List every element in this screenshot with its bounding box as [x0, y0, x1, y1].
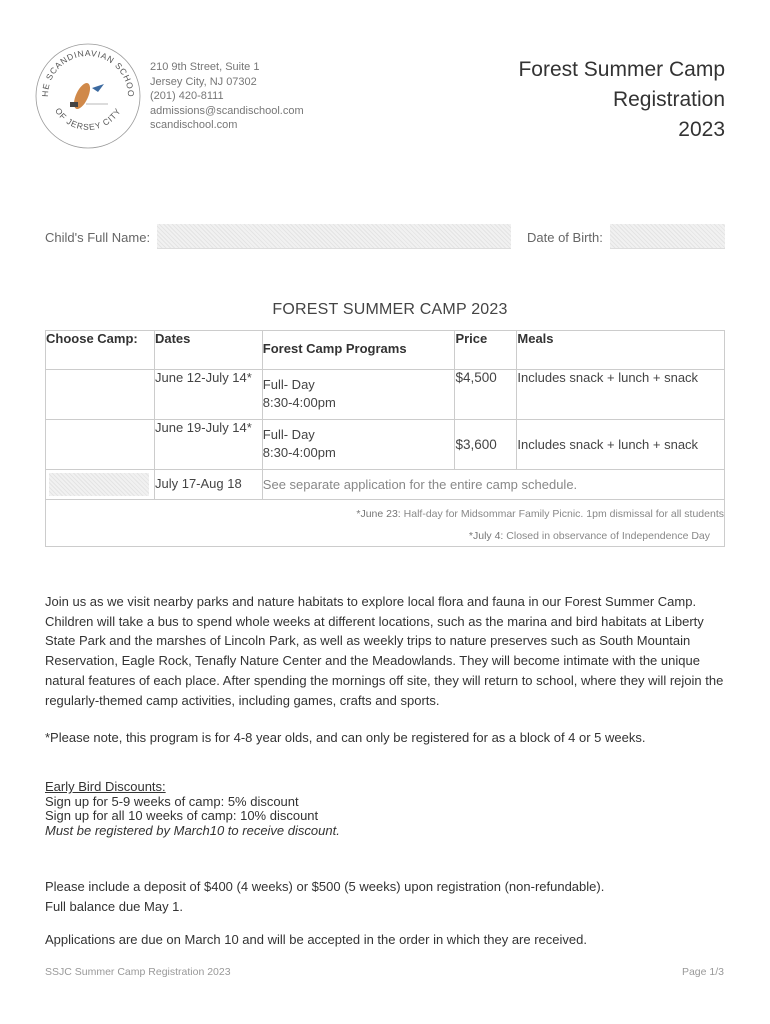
- row2-program: [262, 420, 455, 470]
- description-paragraph: Join us as we visit nearby parks and nature habitats to explore local flora and fauna in our Forest Summer Camp. Children will take a bus to spend whole weeks at different locations, such as the marina and bird habitats at Liberty State Park and the marshes of Lincoln Park, as well as weekly trips to nature preserves such as South Mountain Reservation, Eagle Rock, Tenafly Nature Center and the Meadowlands. They will become intimate with the unique natural features of each place. After spending the mornings off site, they will return to school, where they will rejoin the regularly-themed camp activities, including games, crafts and sports.: [45, 594, 724, 708]
- row1-meals: Includes snack + lunch + snack: [517, 370, 725, 420]
- note-june23-text: Half-day for Midsommar Family Picnic. 1pm dismissal for all students: [400, 508, 724, 520]
- deposit-block: [45, 877, 604, 917]
- school-address: [150, 60, 304, 133]
- header-price: Price: [455, 331, 517, 370]
- website-link[interactable]: scandischool.com: [150, 119, 238, 131]
- dob-field[interactable]: [610, 224, 725, 249]
- svg-text:OF JERSEY CITY: [53, 106, 123, 132]
- table-row: [46, 370, 725, 420]
- email-address[interactable]: admissions@scandischool.com: [150, 104, 304, 117]
- description-block: [45, 592, 735, 748]
- choose-camp-checkbox-3[interactable]: [46, 470, 155, 500]
- row1-program-line1: Full- Day: [262, 377, 315, 392]
- header-programs: Forest Camp Programs: [262, 331, 455, 370]
- note-july4-text: Closed in observance of Independence Day: [503, 530, 710, 542]
- age-note: *Please note, this program is for 4-8 year olds, and can only be registered for as a block of 4 or 5 weeks.: [45, 730, 646, 746]
- page-number: Page 1/3: [681, 966, 724, 978]
- phone-number: (201) 420-8111: [150, 90, 224, 102]
- table-row: [46, 420, 725, 470]
- note-june23: [356, 508, 724, 520]
- note-june23-date: *June 23:: [356, 508, 401, 520]
- dob-label: Date of Birth:: [527, 230, 603, 245]
- title-line3: 2023: [678, 118, 725, 141]
- choose-camp-checkbox-2[interactable]: [46, 420, 155, 470]
- row2-dates: June 19-July 14*: [154, 420, 262, 470]
- header-dates: Dates: [154, 331, 262, 370]
- child-name-label: Child's Full Name:: [45, 230, 151, 245]
- header-choose-camp: Choose Camp:: [46, 331, 155, 370]
- title-line2: Registration: [612, 88, 725, 111]
- title-line1: Forest Summer Camp: [518, 58, 725, 81]
- note-july4: [469, 530, 710, 542]
- row1-program: [262, 370, 455, 420]
- table-row: [46, 470, 725, 500]
- row2-program-line1: Full- Day: [262, 427, 315, 442]
- row2-program-line2: 8:30-4:00pm: [262, 445, 336, 460]
- page-title: [518, 55, 725, 145]
- logo-text-bottom: OF JERSEY CITY: [53, 105, 123, 132]
- row1-program-line2: 8:30-4:00pm: [262, 395, 336, 410]
- deposit-line2: Full balance due May 1.: [45, 899, 184, 914]
- early-bird-line1: Sign up for 5-9 weeks of camp: 5% discount: [45, 793, 299, 809]
- table-header-row: [46, 331, 725, 370]
- deposit-line1: Please include a deposit of $400 (4 weeks) or $500 (5 weeks) upon registration (non-refundable).: [45, 879, 605, 894]
- row3-note: See separate application for the entire camp schedule.: [262, 470, 724, 500]
- early-bird-deadline: Must be registered by March10 to receive discount.: [45, 822, 340, 838]
- row2-price: $3,600: [455, 420, 517, 470]
- logo-text-top: HE SCANDINAVIAN SCHOO: [39, 47, 137, 98]
- row2-meals: Includes snack + lunch + snack: [517, 420, 725, 470]
- choose-camp-checkbox-1[interactable]: [46, 370, 155, 420]
- header-meals: Meals: [517, 331, 725, 370]
- footer-left: SSJC Summer Camp Registration 2023: [45, 966, 231, 978]
- address-line1: 210 9th Street, Suite 1: [150, 61, 260, 73]
- table-notes: [46, 500, 725, 547]
- choose-camp-field-3[interactable]: [49, 473, 149, 496]
- early-bird-heading: Early Bird Discounts:: [45, 779, 166, 794]
- section-title: FOREST SUMMER CAMP 2023: [272, 301, 508, 318]
- table-notes-row: [46, 500, 725, 547]
- applications-note: Applications are due on March 10 and will be accepted in the order in which they are received.: [45, 932, 587, 947]
- row1-dates: June 12-July 14*: [154, 370, 262, 420]
- camp-table: [45, 330, 725, 547]
- row3-dates: July 17-Aug 18: [154, 470, 262, 500]
- early-bird-block: [45, 780, 340, 838]
- school-logo: [34, 42, 142, 150]
- child-name-field[interactable]: [157, 224, 511, 249]
- address-line2: Jersey City, NJ 07302: [150, 75, 257, 88]
- early-bird-line2: Sign up for all 10 weeks of camp: 10% discount: [45, 808, 319, 824]
- row1-price: $4,500: [455, 370, 517, 420]
- note-july4-date: *July 4:: [468, 530, 504, 542]
